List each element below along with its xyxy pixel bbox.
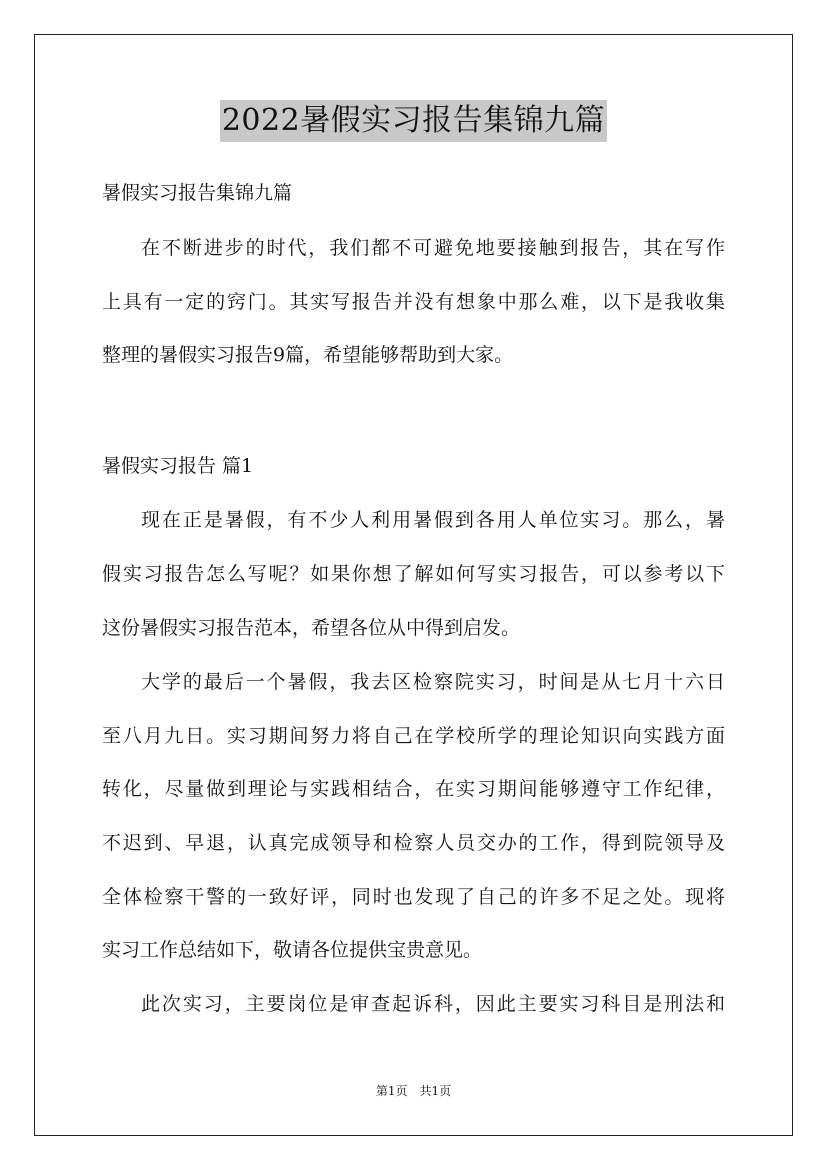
- paragraph1-line-1: 现在正是暑假，有不少人利用暑假到各用人单位实习。那么，暑: [141, 509, 725, 531]
- title-container: [0, 100, 827, 142]
- intro-line-1: 在不断进步的时代，我们都不可避免地要接触到报告，其在写作: [141, 237, 725, 259]
- page-footer: 第1页 共1页: [375, 1084, 452, 1098]
- paragraph1-line-2: 假实习报告怎么写呢？如果你想了解如何写实习报告，可以参考以下: [102, 563, 725, 585]
- paragraph1-line-3: 这份暑假实习报告范本，希望各位从中得到启发。: [102, 617, 521, 639]
- paragraph2-line-3: 转化，尽量做到理论与实践相结合，在实习期间能够遵守工作纪律，: [102, 778, 725, 800]
- section-heading: 暑假实习报告 篇1: [102, 455, 254, 477]
- intro-line-3: 整理的暑假实习报告9篇，希望能够帮助到大家。: [102, 344, 514, 366]
- paragraph3-line-1: 此次实习，主要岗位是审查起诉科，因此主要实习科目是刑法和: [141, 993, 725, 1015]
- document-subtitle: 暑假实习报告集锦九篇: [102, 182, 293, 204]
- paragraph2-line-6: 实习工作总结如下，敬请各位提供宝贵意见。: [102, 939, 483, 961]
- paragraph2-line-1: 大学的最后一个暑假，我去区检察院实习，时间是从七月十六日: [141, 671, 725, 693]
- paragraph2-line-5: 全体检察干警的一致好评，同时也发现了自己的许多不足之处。现将: [102, 886, 725, 908]
- paragraph2-line-4: 不迟到、早退，认真完成领导和检察人员交办的工作，得到院领导及: [102, 832, 725, 854]
- intro-line-2: 上具有一定的窍门。其实写报告并没有想象中那么难，以下是我收集: [102, 291, 725, 313]
- paragraph2-line-2: 至八月九日。实习期间努力将自己在学校所学的理论知识向实践方面: [102, 725, 725, 747]
- document-title: 2022暑假实习报告集锦九篇: [220, 100, 607, 142]
